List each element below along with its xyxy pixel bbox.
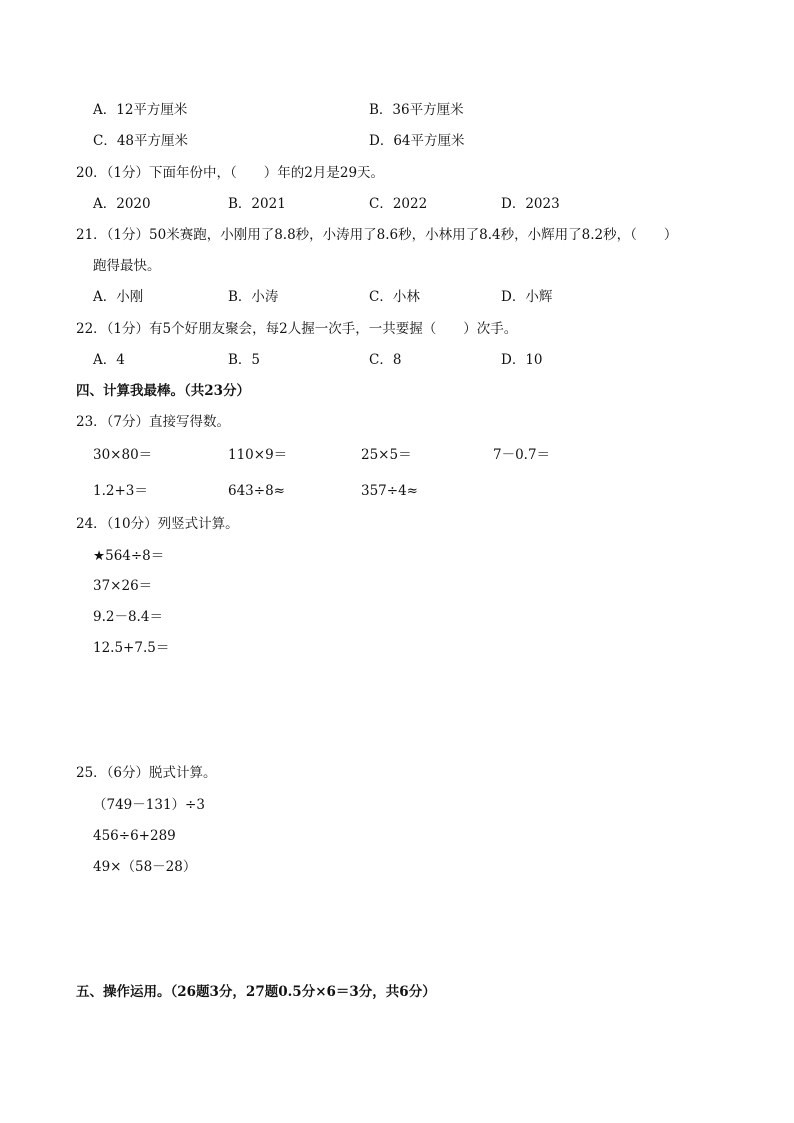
q19-option-b: B．36平方厘米 [369,102,464,118]
q20-option-a: A．2020 [93,196,151,212]
q19-options-row1 [93,100,713,120]
q21-option-d: D．小辉 [501,289,553,305]
q22-option-c: C．8 [369,352,402,368]
q19-option-c: C．48平方厘米 [93,133,189,149]
q20-option-c: C．2022 [369,196,428,212]
q20-options [93,194,713,214]
q19-options-row2 [93,131,713,151]
q23-item-7: 357÷4≈ [361,483,418,499]
q23-item-5: 1.2+3＝ [93,483,148,499]
q21-stem: 21．（1分）50米赛跑，小刚用了8.8秒，小涛用了8.6秒，小林用了8.4秒，小辉用了8.2秒，（ ） [76,227,678,243]
q22-option-a: A．4 [93,352,125,368]
q23-item-6: 643÷8≈ [228,483,285,499]
q24-stem: 24．（10分）列竖式计算。 [76,516,239,532]
q22-option-d: D．10 [501,352,543,368]
section-5-heading: 五、操作运用。（26题3分，27题0.5分×6＝3分，共6分） [76,984,436,1000]
q23-item-3: 25×5＝ [361,447,412,463]
q21-option-b: B．小涛 [228,289,279,305]
q23-item-4: 7－0.7＝ [493,447,551,463]
q21-option-c: C．小林 [369,289,420,305]
q19-option-d: D．64平方厘米 [369,133,465,149]
q23-item-1: 30×80＝ [93,447,153,463]
q24-item-1: ★564÷8＝ [93,548,165,564]
q21-options [93,287,713,307]
q25-item-1: （749－131）÷3 [93,797,205,813]
q24-item-3: 9.2－8.4＝ [93,609,163,625]
q20-option-d: D．2023 [501,196,560,212]
q25-item-3: 49×（58－28） [93,859,197,875]
q24-item-2: 37×26＝ [93,578,153,594]
q20-option-b: B．2021 [228,196,286,212]
q25-stem: 25．（6分）脱式计算。 [76,765,217,781]
q25-item-2: 456÷6+289 [93,828,176,844]
q21-stem-continued: 跑得最快。 [93,258,161,274]
q23-item-2: 110×9＝ [228,447,288,463]
q22-options [93,350,713,370]
section-4-heading: 四、计算我最棒。（共23分） [76,383,251,399]
q20-stem: 20．（1分）下面年份中，（ ）年的2月是29天。 [76,165,385,181]
q24-item-4: 12.5+7.5＝ [93,640,170,656]
q19-option-a: A．12平方厘米 [93,102,188,118]
q22-stem: 22．（1分）有5个好朋友聚会，每2人握一次手，一共要握（ ）次手。 [76,321,518,337]
q22-option-b: B．5 [228,352,261,368]
q21-option-a: A．小刚 [93,289,144,305]
q23-stem: 23．（7分）直接写得数。 [76,414,231,430]
